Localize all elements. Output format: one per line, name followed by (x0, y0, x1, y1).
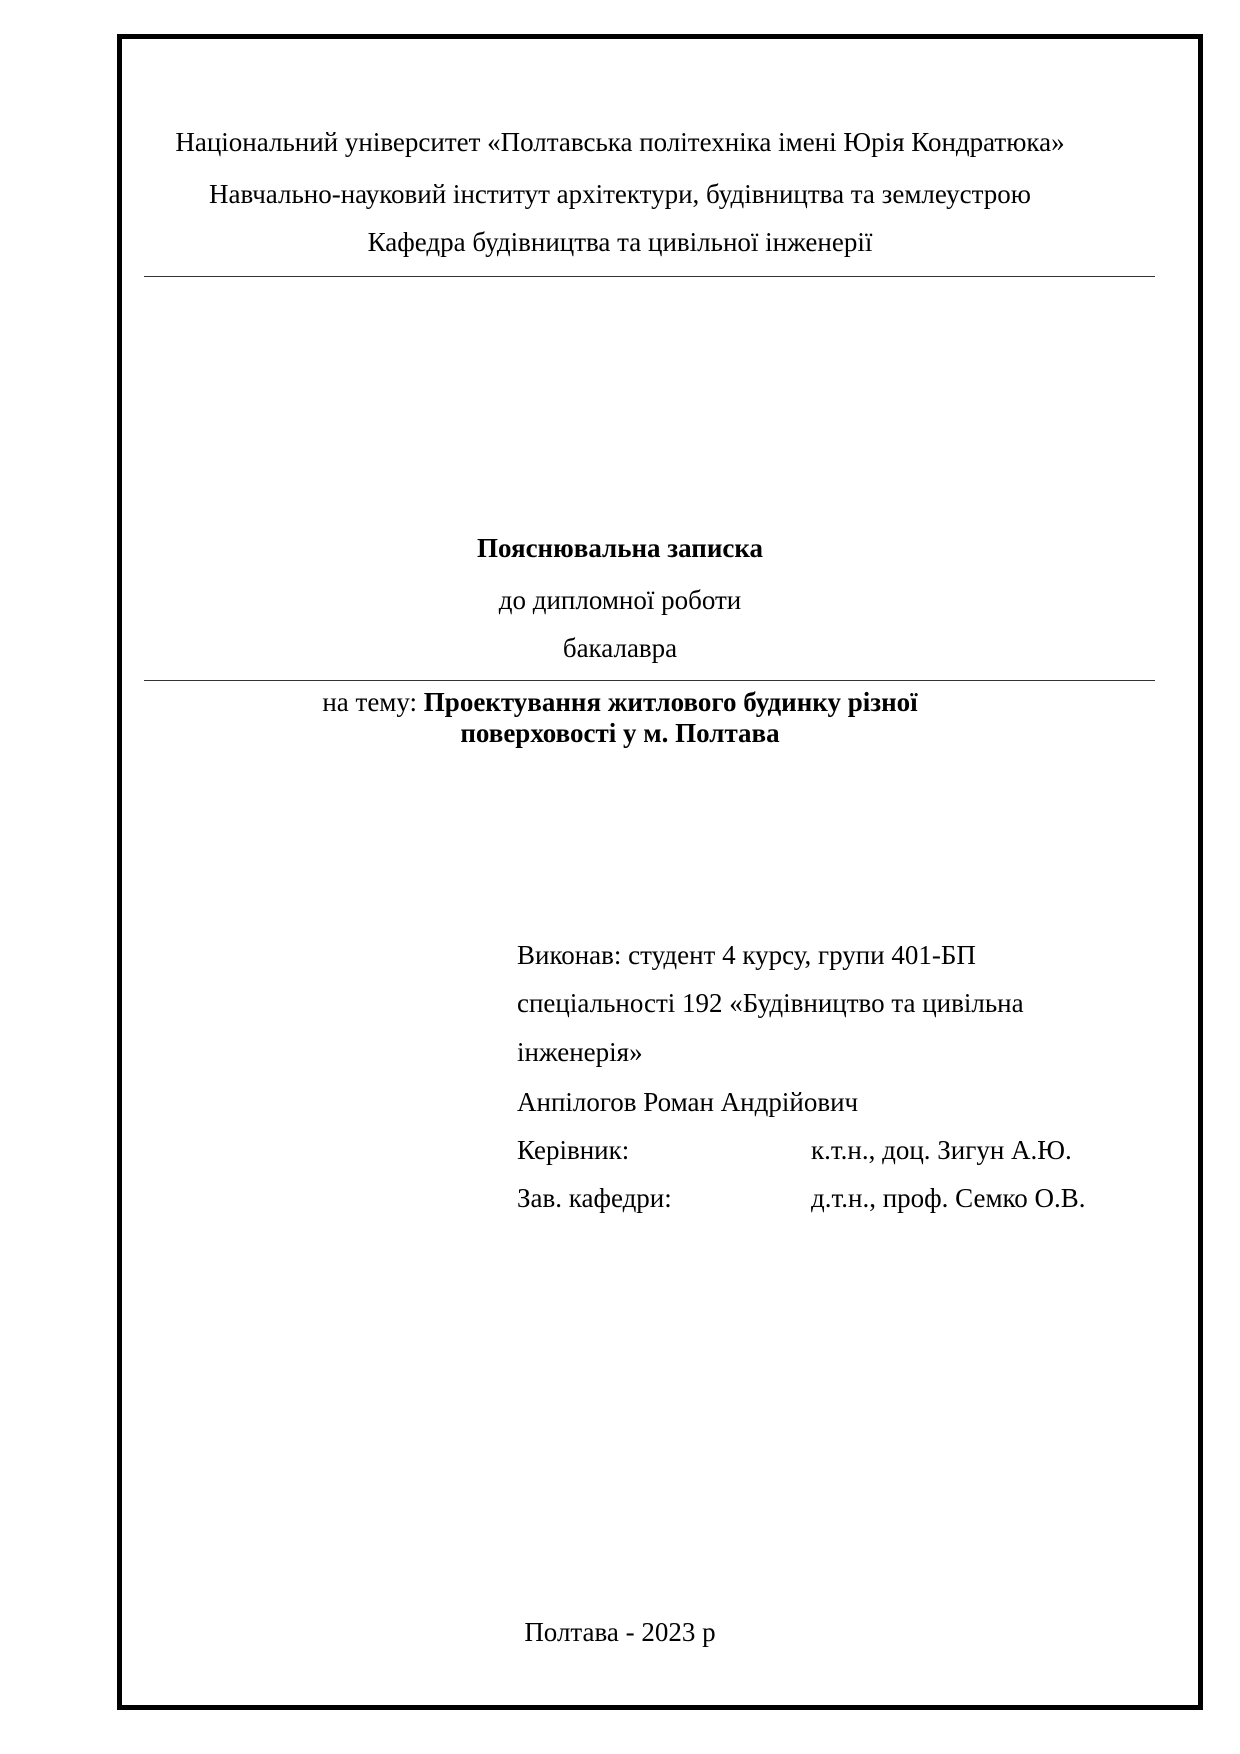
topic-prefix: на тему: (322, 687, 424, 717)
student-name: Анпілогов Роман Андрійович (517, 1087, 859, 1117)
supervisor-row (517, 1134, 1072, 1166)
document-subtitle-1: до дипломної роботи (498, 585, 742, 615)
topic-title-1: Проектування житлового будинку різної (423, 687, 918, 717)
author-line-1: Виконав: студент 4 курсу, групи 401-БП (517, 940, 976, 970)
document-subtitle-2: бакалавра (562, 633, 678, 663)
author-line-3: інженерія» (517, 1037, 643, 1067)
head-row (517, 1182, 1086, 1214)
head-label: Зав. кафедри: (517, 1183, 672, 1213)
document-title: Пояснювальна записка (476, 533, 764, 563)
head-value: д.т.н., проф. Семко О.В. (811, 1183, 1086, 1213)
university-name: Національний університет «Полтавська політехніка імені Юрія Кондратюка» (175, 127, 1065, 157)
supervisor-label: Керівник: (517, 1135, 630, 1165)
title-divider (144, 680, 1155, 681)
city-year: Полтава - 2023 р (524, 1617, 716, 1647)
topic-line-1 (0, 686, 1240, 718)
department-name: Кафедра будівництва та цивільної інженерії (367, 227, 873, 257)
header-divider (144, 276, 1155, 277)
supervisor-value: к.т.н., доц. Зигун А.Ю. (811, 1135, 1072, 1165)
author-line-2: спеціальності 192 «Будівництво та цивільна (517, 988, 1024, 1018)
topic-title-2: поверховості у м. Полтава (460, 718, 780, 748)
institute-name: Навчально-науковий інститут архітектури, будівництва та землеустрою (209, 179, 1031, 209)
page-border (117, 34, 1203, 1710)
